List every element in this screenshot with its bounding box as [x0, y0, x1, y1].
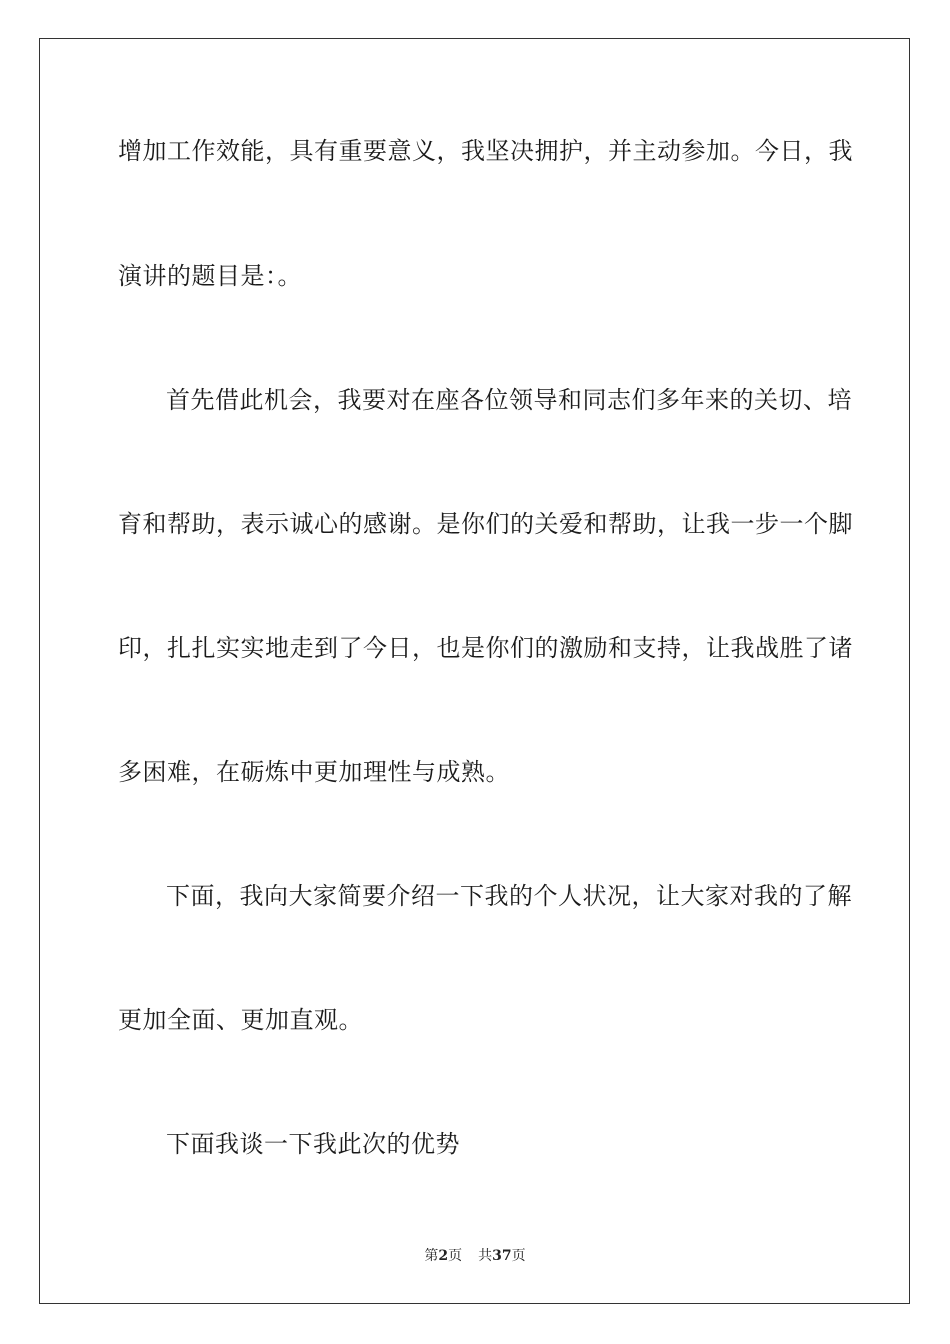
- footer-page-prefix: 第: [424, 1248, 439, 1264]
- body-line-7: 下面，我向大家简要介绍一下我的个人状况，让大家对我的了解: [166, 882, 852, 910]
- footer-total-suffix: 页: [511, 1248, 526, 1264]
- body-line-2: 演讲的题目是：。: [118, 262, 302, 290]
- footer-total-prefix: 共: [478, 1248, 493, 1264]
- footer-page-suffix: 页: [448, 1248, 463, 1264]
- body-line-9: 下面我谈一下我此次的优势: [166, 1130, 460, 1158]
- body-line-3: 首先借此机会，我要对在座各位领导和同志们多年来的关切、培: [166, 386, 852, 414]
- footer-page-number: 2: [438, 1248, 449, 1264]
- page-footer: [0, 1247, 950, 1265]
- body-line-1: 增加工作效能，具有重要意义，我坚决拥护，并主动参加。今日，我: [118, 137, 853, 165]
- page-border: [39, 38, 910, 1304]
- footer-total-pages: 37: [492, 1248, 512, 1264]
- body-line-6: 多困难，在砺炼中更加理性与成熟。: [118, 758, 510, 786]
- body-line-5: 印，扎扎实实地走到了今日，也是你们的激励和支持，让我战胜了诸: [118, 634, 853, 662]
- body-line-8: 更加全面、更加直观。: [118, 1006, 363, 1034]
- body-line-4: 育和帮助，表示诚心的感谢。是你们的关爱和帮助，让我一步一个脚: [118, 510, 853, 538]
